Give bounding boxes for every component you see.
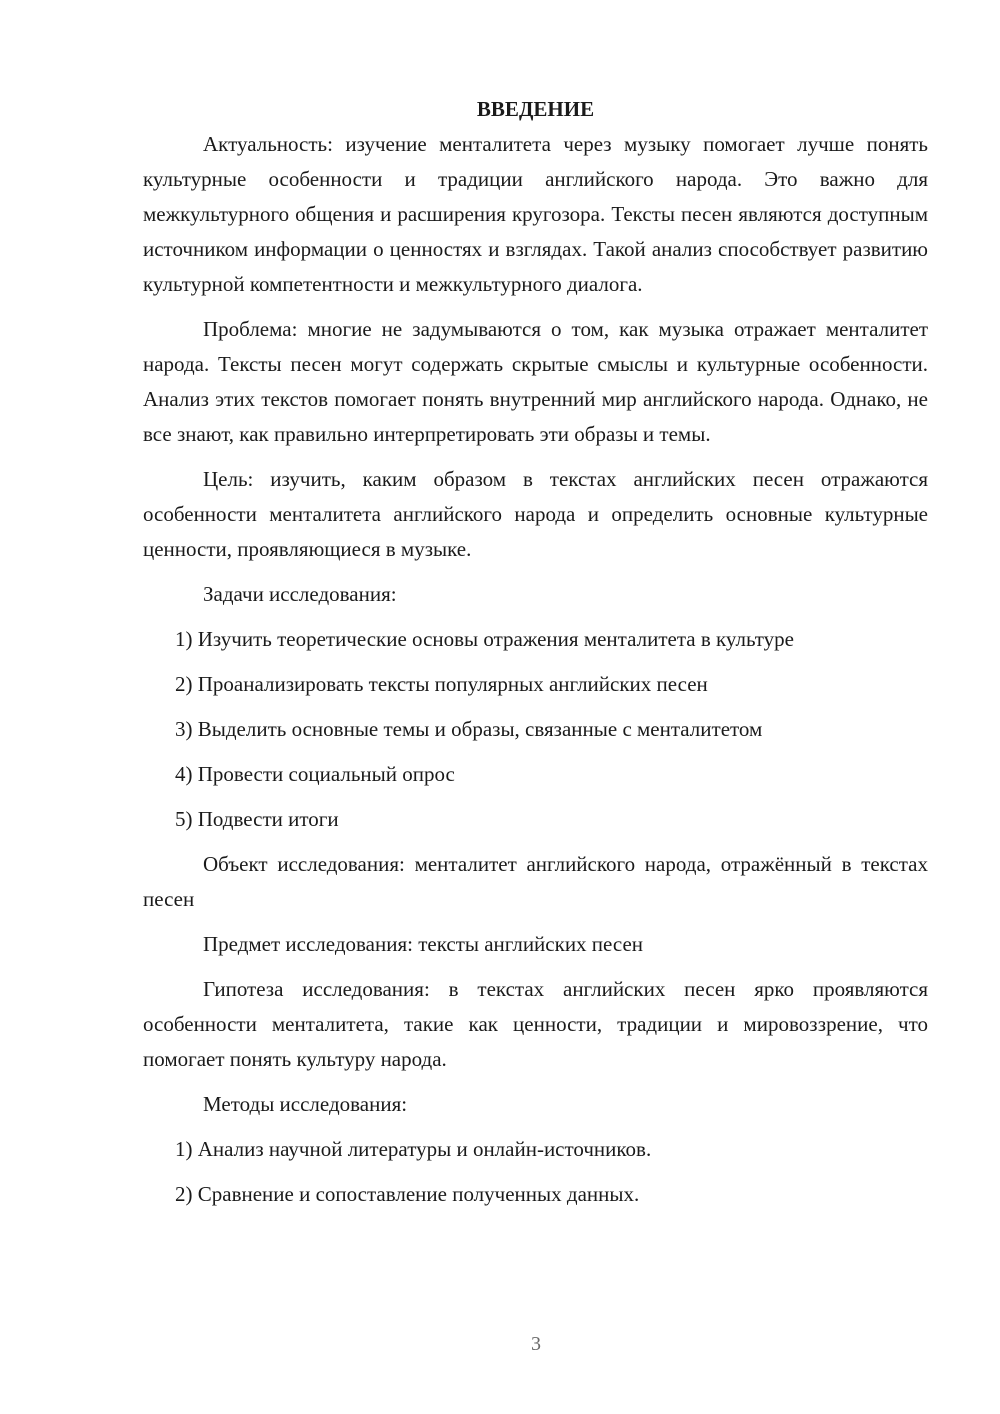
page-title: ВВЕДЕНИЕ: [476, 97, 595, 121]
task-item: 1) Изучить теоретические основы отражения менталитета в культуре: [175, 627, 794, 651]
relevance-paragraph: Актуальность: изучение менталитета через музыку помогает лучше понять культурные особенности и традиции английского народа. Это важно для межкультурного общения и расширения кругозора. Тексты песен являются доступным источником информации о ценностях и взглядах. Такой анализ способствует развитию культурной компетентности и межкультурного диалога.: [143, 132, 928, 296]
method-item: 2) Сравнение и сопоставление полученных данных.: [175, 1182, 640, 1206]
method-item: 1) Анализ научной литературы и онлайн-источников.: [175, 1137, 652, 1161]
task-item: 5) Подвести итоги: [175, 807, 339, 831]
document-page: [143, 92, 928, 1222]
hypothesis-paragraph: Гипотеза исследования: в текстах английских песен ярко проявляются особенности менталитета, такие как ценности, традиции и мировоззрение, что помогает понять культуру народа.: [143, 977, 928, 1071]
task-item: 2) Проанализировать тексты популярных английских песен: [175, 672, 708, 696]
object-paragraph: Объект исследования: менталитет английского народа, отражённый в текстах песен: [143, 852, 928, 911]
problem-paragraph: Проблема: многие не задумываются о том, как музыка отражает менталитет народа. Тексты песен могут содержать скрытые смыслы и культурные особенности. Анализ этих текстов помогает понять внутренний мир английского народа. Однако, не все знают, как правильно интерпретировать эти образы и темы.: [143, 317, 928, 446]
goal-paragraph: Цель: изучить, каким образом в текстах английских песен отражаются особенности менталитета английского народа и определить основные культурные ценности, проявляющиеся в музыке.: [143, 467, 928, 561]
task-item: 4) Провести социальный опрос: [175, 762, 455, 786]
tasks-heading: Задачи исследования:: [203, 582, 397, 606]
methods-heading: Методы исследования:: [203, 1092, 408, 1116]
task-item: 3) Выделить основные темы и образы, связанные с менталитетом: [175, 717, 763, 741]
subject-paragraph: Предмет исследования: тексты английских песен: [203, 932, 644, 956]
page-number: 3: [531, 1333, 541, 1355]
